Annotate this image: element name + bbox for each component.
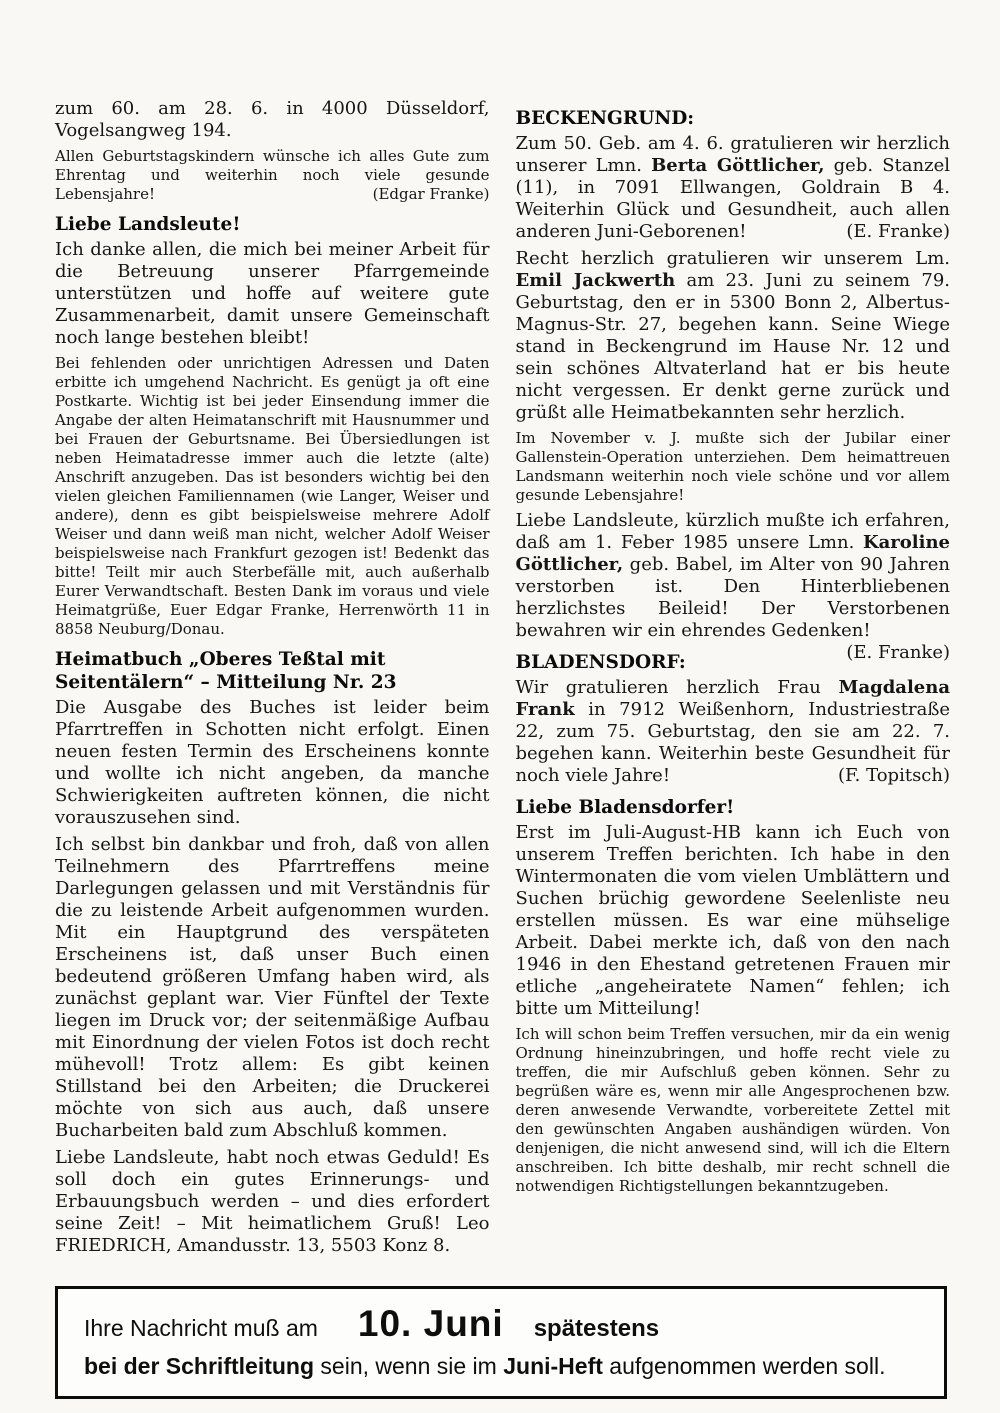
bold-text: Magdalena Frank	[515, 677, 950, 720]
paragraph	[516, 248, 951, 424]
bold-text: Emil Jackwerth	[515, 270, 676, 291]
text-run: geb. Babel, im Alter von 90 Jahren verstorben ist. Den Hinterbliebenen herzlichstes Beileid! Der Verstorbenen bewahren wir ein ehrendes Gedenken!	[515, 554, 950, 641]
text-run: geb. Stanzel (11), in 7091 Ellwangen, Goldrain B 4. Weiterhin Glück und Gesundheit, auch allen anderen Juni-Geborenen!	[515, 155, 950, 242]
text-run: Allen Geburtstagskindern wünsche ich alles Gute zum Ehrentag und weiterhin noch viele gesunde Lebensjahre!	[55, 147, 490, 203]
paragraph	[516, 133, 951, 243]
section-heading	[516, 796, 951, 819]
paragraph	[516, 822, 951, 1020]
signature: (F. Topitsch)	[837, 765, 950, 786]
text-run: in 7912 Weißenhorn, Industriestraße 22, zum 75. Geburtstag, den sie am 22. 7. begehen kann. Weiterhin beste Gesundheit für noch viele Jahre!	[515, 699, 950, 786]
bold-text: BLADENSDORF:	[515, 652, 686, 673]
paragraph	[55, 354, 490, 639]
bold-text: Karoline Göttlicher,	[515, 532, 950, 575]
text-run: zum 60. am 28. 6. in 4000 Düsseldorf, Vogelsangweg 194.	[55, 98, 490, 141]
text-run: Zum 50. Geb. am 4. 6. gratulieren wir herzlich unserer Lmn.	[515, 133, 950, 176]
text-run: Recht herzlich gratulieren wir unserem Lm.	[515, 248, 950, 269]
bold-text: Liebe Landsleute!	[55, 214, 241, 235]
text-run: am 23. Juni zu seinem 79. Geburtstag, den er in 5300 Bonn 2, Albertus-Magnus-Str. 27, begehen kann. Seine Wiege stand in Beckengrund im Hause Nr. 12 und sein schönes Altvaterland hat er bis heute nicht vergessen. Er denkt gerne zurück und grüßt alle Heimatbekannten sehr herzlich.	[515, 270, 951, 423]
paragraph	[516, 677, 951, 787]
deadline-line1	[84, 1303, 918, 1345]
text-run: Im November v. J. mußte sich der Jubilar einer Gallenstein-Operation unterziehen. Dem heimattreuen Landsmann weiterhin noch viele schöne und vor allem gesunde Lebensjahre!	[515, 429, 950, 504]
text-run: Liebe Landsleute, kürzlich mußte ich erfahren, daß am 1. Feber 1985 unsere Lmn.	[515, 510, 950, 553]
paragraph	[55, 239, 490, 349]
text-run: Ich will schon beim Treffen versuchen, mir da ein wenig Ordnung hineinzubringen, und hoffe recht viele zu treffen, die mir Aufschluß geben können. Sehr zu begrüßen wäre es, wenn mir alle Angesprochenen bzw. deren anwesende Verwandte, vorbereitete Zettel mit den gewünschten Angaben aushändigen würden. Von denjenigen, die nicht anwesend sind, will ich die Eltern anschreiben. Ich bitte deshalb, mir recht schnell die notwendigen Richtigstellungen bekanntzugeben.	[515, 1025, 950, 1195]
paragraph	[55, 147, 490, 204]
section-heading	[55, 213, 490, 236]
bold-text: Juni-Heft	[503, 1353, 603, 1379]
text-run: Ich danke allen, die mich bei meiner Arbeit für die Betreuung unserer Pfarrgemeinde unterstützen und hoffe auf weitere gute Zusammenarbeit, damit unsere Gemeinschaft noch lange bestehen bleibt!	[55, 239, 490, 348]
section-heading	[55, 648, 490, 694]
paragraph	[55, 98, 490, 142]
two-column-text-area	[55, 98, 950, 1262]
text-run: Bei fehlenden oder unrichtigen Adressen und Daten erbitte ich umgehend Nachricht. Es genügt ja oft eine Postkarte. Wichtig ist bei jeder Einsendung immer die Angabe der alten Heimatanschrift mit Hausnummer und bei Frauen der Geburtsname. Bei Übersiedlungen ist neben Heimatadresse immer auch die letzte (alte) Anschrift anzugeben. Das ist besonders wichtig bei den vielen gleichen Familiennamen (wie Langer, Weiser und andere), denn es gibt beispielsweise mehrere Adolf Weiser und dann weiß man nicht, welcher Adolf Weiser beispielsweise nach Frankfurt gezogen ist! Bedenkt das bitte! Teilt mir auch Sterbefälle mit, auch außerhalb Eurer Verwandtschaft. Besten Dank im voraus und viele Heimatgrüße, Euer Edgar Franke, Herrenwörth 11 in 8858 Neuburg/Donau.	[55, 354, 490, 638]
column-left	[55, 98, 490, 1262]
paragraph	[516, 429, 951, 505]
bold-text: Liebe Bladensdorfer!	[515, 797, 735, 818]
section-heading	[516, 107, 951, 130]
text-run: sein, wenn sie im	[314, 1353, 504, 1379]
text-run: Liebe Landsleute, habt noch etwas Geduld! Es soll doch ein gutes Erinnerungs- und Erbauungsbuch werden – und dies erfordert seine Zeit! – Mit heimatlichem Gruß! Leo FRIEDRICH, Amandusstr. 13, 5503 Konz 8.	[55, 1147, 490, 1256]
column-right	[516, 98, 951, 1262]
deadline-prefix-text: Ihre Nachricht muß am	[84, 1315, 318, 1341]
deadline-suffix-text: spätestens	[533, 1315, 660, 1342]
bold-text: BECKENGRUND:	[515, 108, 695, 129]
deadline-date: 10. Juni	[357, 1303, 504, 1344]
text-run: Ich selbst bin dankbar und froh, daß von allen Teilnehmern des Pfarrtreffens meine Darlegungen gelassen und mit Verständnis für die zu leistende Arbeit aufgenommen wurden. Mit ein Hauptgrund des verspäteten Erscheinens ist, daß unser Buch einen bedeutend größeren Umfang haben wird, als zunächst geplant war. Vier Fünftel der Texte liegen im Druck vor; der seitenmäßige Aufbau mit Einordnung der vielen Fotos ist doch recht mühevoll! Trotz allem: Es gibt keinen Stillstand bei den Arbeiten; die Druckerei möchte von sich aus auch, daß unsere Bucharbeiten bald zum Abschluß kommen.	[55, 834, 490, 1141]
text-run: Wir gratulieren herzlich Frau	[515, 677, 839, 698]
bold-text: bei der Schriftleitung	[84, 1353, 315, 1379]
signature: (E. Franke)	[846, 221, 950, 242]
paragraph	[55, 834, 490, 1142]
text-run: Erst im Juli-August-HB kann ich Euch von unserem Treffen berichten. Ich habe in den Wintermonaten die vom vielen Umblättern und Suchen brüchig gewordene Seelenliste neu erstellen müssen. Es war eine mühselige Arbeit. Dabei merkte ich, daß von den nach 1946 in den Ehestand getretenen Frauen mir etliche „angeheiratete Namen“ fehlen; ich bitte um Mitteilung!	[515, 822, 950, 1019]
deadline-notice-box	[55, 1286, 947, 1399]
text-run: Die Ausgabe des Buches ist leider beim Pfarrtreffen in Schotten nicht erfolgt. Einen neuen festen Termin des Erscheinens konnte und wollte ich nicht angeben, da manche Schwierigkeiten auftreten können, die nicht vorauszusehen sind.	[55, 697, 490, 828]
bold-text: Berta Göttlicher,	[651, 155, 825, 176]
paragraph	[55, 697, 490, 829]
text-run: aufgenommen werden soll.	[602, 1353, 886, 1379]
paragraph	[516, 1025, 951, 1196]
signature: (Edgar Franke)	[372, 185, 490, 203]
paragraph	[55, 1147, 490, 1257]
deadline-line2	[84, 1353, 918, 1380]
signature: (E. Franke)	[846, 642, 950, 663]
bold-text: Heimatbuch „Oberes Teßtal mit Seitentälern“ – Mitteilung Nr. 23	[55, 649, 397, 693]
